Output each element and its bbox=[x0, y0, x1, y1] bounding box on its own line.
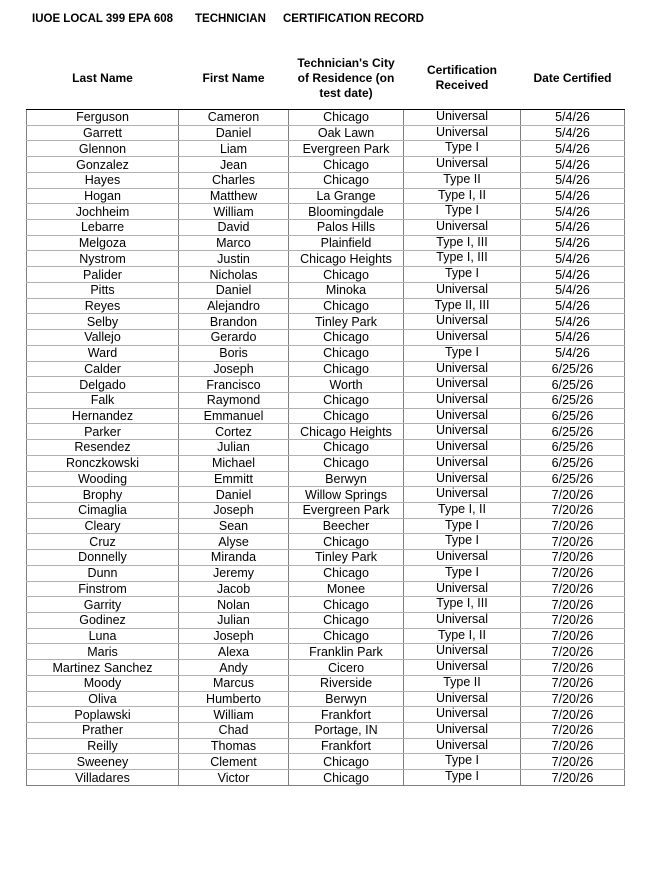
last-name-cell: Cleary bbox=[27, 518, 179, 534]
table-row bbox=[27, 110, 625, 126]
date-certified-cell: 5/4/26 bbox=[521, 141, 625, 157]
first-name-cell: Boris bbox=[179, 345, 289, 361]
last-name-cell: Godinez bbox=[27, 613, 179, 629]
table-row bbox=[27, 298, 625, 314]
certification-cell: Type I bbox=[404, 345, 521, 361]
last-name-cell: Villadares bbox=[27, 770, 179, 786]
date-certified-cell: 7/20/26 bbox=[521, 597, 625, 613]
last-name-cell: Cimaglia bbox=[27, 502, 179, 518]
city-cell: Chicago bbox=[289, 754, 404, 770]
first-name-cell: Joseph bbox=[179, 502, 289, 518]
first-name-cell: Victor bbox=[179, 770, 289, 786]
date-certified-cell: 5/4/26 bbox=[521, 267, 625, 283]
table-row bbox=[27, 172, 625, 188]
city-cell: Chicago bbox=[289, 628, 404, 644]
last-name-cell: Jochheim bbox=[27, 204, 179, 220]
city-cell: Frankfort bbox=[289, 707, 404, 723]
date-certified-cell: 7/20/26 bbox=[521, 723, 625, 739]
last-name-cell: Reilly bbox=[27, 738, 179, 754]
city-cell: Oak Lawn bbox=[289, 125, 404, 141]
first-name-cell: Daniel bbox=[179, 487, 289, 503]
certification-cell: Universal bbox=[404, 408, 521, 424]
first-name-cell: Humberto bbox=[179, 691, 289, 707]
city-cell: Cicero bbox=[289, 660, 404, 676]
certification-cell: Type I bbox=[404, 565, 521, 581]
city-cell: Monee bbox=[289, 581, 404, 597]
last-name-cell: Donnelly bbox=[27, 550, 179, 566]
table-row bbox=[27, 220, 625, 236]
date-certified-cell: 6/25/26 bbox=[521, 392, 625, 408]
date-certified-cell: 7/20/26 bbox=[521, 565, 625, 581]
certification-cell: Type I, III bbox=[404, 251, 521, 267]
city-cell: Chicago bbox=[289, 345, 404, 361]
city-cell: Tinley Park bbox=[289, 550, 404, 566]
date-certified-cell: 7/20/26 bbox=[521, 518, 625, 534]
city-cell: Chicago Heights bbox=[289, 424, 404, 440]
certification-cell: Type I, II bbox=[404, 628, 521, 644]
last-name-cell: Selby bbox=[27, 314, 179, 330]
first-name-cell: Justin bbox=[179, 251, 289, 267]
last-name-cell: Gonzalez bbox=[27, 157, 179, 173]
table-row bbox=[27, 550, 625, 566]
city-cell: Chicago bbox=[289, 361, 404, 377]
last-name-cell: Garrett bbox=[27, 125, 179, 141]
city-cell: Tinley Park bbox=[289, 314, 404, 330]
table-row bbox=[27, 345, 625, 361]
first-name-cell: Brandon bbox=[179, 314, 289, 330]
last-name-cell: Ronczkowski bbox=[27, 455, 179, 471]
date-certified-cell: 7/20/26 bbox=[521, 675, 625, 691]
certification-cell: Type II bbox=[404, 172, 521, 188]
table-row bbox=[27, 424, 625, 440]
table-row bbox=[27, 581, 625, 597]
last-name-cell: Hayes bbox=[27, 172, 179, 188]
city-cell: Portage, IN bbox=[289, 723, 404, 739]
city-cell: Beecher bbox=[289, 518, 404, 534]
city-cell: Berwyn bbox=[289, 691, 404, 707]
first-name-cell: Joseph bbox=[179, 628, 289, 644]
table-row bbox=[27, 440, 625, 456]
last-name-cell: Cruz bbox=[27, 534, 179, 550]
table-row bbox=[27, 502, 625, 518]
certification-cell: Universal bbox=[404, 550, 521, 566]
date-certified-cell: 5/4/26 bbox=[521, 220, 625, 236]
table-header bbox=[27, 52, 625, 110]
city-cell: Minoka bbox=[289, 282, 404, 298]
first-name-cell: David bbox=[179, 220, 289, 236]
date-certified-cell: 7/20/26 bbox=[521, 691, 625, 707]
certification-cell: Type I bbox=[404, 534, 521, 550]
first-name-cell: Chad bbox=[179, 723, 289, 739]
certification-cell: Type I bbox=[404, 141, 521, 157]
first-name-cell: Nicholas bbox=[179, 267, 289, 283]
last-name-cell: Falk bbox=[27, 392, 179, 408]
table-row bbox=[27, 361, 625, 377]
date-certified-cell: 6/25/26 bbox=[521, 424, 625, 440]
certification-cell: Type I, II bbox=[404, 188, 521, 204]
date-certified-cell: 5/4/26 bbox=[521, 157, 625, 173]
city-cell: Chicago bbox=[289, 392, 404, 408]
first-name-cell: Emmanuel bbox=[179, 408, 289, 424]
certification-cell: Universal bbox=[404, 314, 521, 330]
table-row bbox=[27, 267, 625, 283]
certification-cell: Universal bbox=[404, 613, 521, 629]
last-name-cell: Oliva bbox=[27, 691, 179, 707]
last-name-cell: Ferguson bbox=[27, 110, 179, 126]
date-certified-cell: 7/20/26 bbox=[521, 550, 625, 566]
table-row bbox=[27, 754, 625, 770]
city-cell: Evergreen Park bbox=[289, 141, 404, 157]
first-name-cell: Alexa bbox=[179, 644, 289, 660]
city-cell: Chicago bbox=[289, 455, 404, 471]
table-row bbox=[27, 141, 625, 157]
city-cell: Chicago bbox=[289, 408, 404, 424]
first-name-cell: Francisco bbox=[179, 377, 289, 393]
last-name-cell: Palider bbox=[27, 267, 179, 283]
first-name-cell: Miranda bbox=[179, 550, 289, 566]
date-certified-cell: 6/25/26 bbox=[521, 408, 625, 424]
table-row bbox=[27, 235, 625, 251]
last-name-cell: Hernandez bbox=[27, 408, 179, 424]
city-cell: Chicago bbox=[289, 565, 404, 581]
first-name-cell: Julian bbox=[179, 613, 289, 629]
certification-cell: Type I, II bbox=[404, 502, 521, 518]
document-header bbox=[32, 13, 424, 29]
city-cell: Chicago bbox=[289, 597, 404, 613]
table-row bbox=[27, 330, 625, 346]
date-certified-cell: 7/20/26 bbox=[521, 770, 625, 786]
table-row bbox=[27, 204, 625, 220]
last-name-cell: Garrity bbox=[27, 597, 179, 613]
date-certified-cell: 7/20/26 bbox=[521, 628, 625, 644]
certification-cell: Type I, III bbox=[404, 235, 521, 251]
first-name-cell: Joseph bbox=[179, 361, 289, 377]
table-row bbox=[27, 314, 625, 330]
certification-cell: Universal bbox=[404, 392, 521, 408]
certification-cell: Universal bbox=[404, 377, 521, 393]
table-row bbox=[27, 597, 625, 613]
certification-cell: Type I bbox=[404, 754, 521, 770]
col-first-name: First Name bbox=[202, 70, 265, 85]
table-row bbox=[27, 628, 625, 644]
first-name-cell: Alejandro bbox=[179, 298, 289, 314]
city-cell: Frankfort bbox=[289, 738, 404, 754]
first-name-cell: Julian bbox=[179, 440, 289, 456]
city-cell: Franklin Park bbox=[289, 644, 404, 660]
table-row bbox=[27, 723, 625, 739]
first-name-cell: Matthew bbox=[179, 188, 289, 204]
last-name-cell: Ward bbox=[27, 345, 179, 361]
date-certified-cell: 6/25/26 bbox=[521, 440, 625, 456]
certification-cell: Universal bbox=[404, 471, 521, 487]
certification-cell: Universal bbox=[404, 738, 521, 754]
date-certified-cell: 5/4/26 bbox=[521, 330, 625, 346]
last-name-cell: Vallejo bbox=[27, 330, 179, 346]
first-name-cell: Clement bbox=[179, 754, 289, 770]
date-certified-cell: 7/20/26 bbox=[521, 644, 625, 660]
table-row bbox=[27, 392, 625, 408]
certification-cell: Universal bbox=[404, 455, 521, 471]
col-city: Technician's City of Residence (on test date) bbox=[297, 55, 395, 100]
last-name-cell: Martinez Sanchez bbox=[27, 660, 179, 676]
certification-cell: Universal bbox=[404, 125, 521, 141]
table-row bbox=[27, 707, 625, 723]
first-name-cell: William bbox=[179, 707, 289, 723]
table-row bbox=[27, 691, 625, 707]
first-name-cell: Emmitt bbox=[179, 471, 289, 487]
table-row bbox=[27, 487, 625, 503]
last-name-cell: Prather bbox=[27, 723, 179, 739]
first-name-cell: Andy bbox=[179, 660, 289, 676]
city-cell: Willow Springs bbox=[289, 487, 404, 503]
last-name-cell: Delgado bbox=[27, 377, 179, 393]
last-name-cell: Nystrom bbox=[27, 251, 179, 267]
certification-table bbox=[26, 52, 625, 786]
date-certified-cell: 7/20/26 bbox=[521, 502, 625, 518]
first-name-cell: Gerardo bbox=[179, 330, 289, 346]
date-certified-cell: 7/20/26 bbox=[521, 738, 625, 754]
city-cell: Chicago bbox=[289, 534, 404, 550]
city-cell: Chicago bbox=[289, 157, 404, 173]
first-name-cell: Nolan bbox=[179, 597, 289, 613]
date-certified-cell: 5/4/26 bbox=[521, 204, 625, 220]
first-name-cell: Alyse bbox=[179, 534, 289, 550]
table-row bbox=[27, 188, 625, 204]
date-certified-cell: 7/20/26 bbox=[521, 487, 625, 503]
date-certified-cell: 5/4/26 bbox=[521, 125, 625, 141]
first-name-cell: Daniel bbox=[179, 125, 289, 141]
header-org: IUOE LOCAL 399 EPA 608 bbox=[32, 13, 174, 25]
last-name-cell: Luna bbox=[27, 628, 179, 644]
date-certified-cell: 7/20/26 bbox=[521, 534, 625, 550]
last-name-cell: Maris bbox=[27, 644, 179, 660]
certification-cell: Universal bbox=[404, 282, 521, 298]
last-name-cell: Hogan bbox=[27, 188, 179, 204]
certification-cell: Universal bbox=[404, 220, 521, 236]
date-certified-cell: 5/4/26 bbox=[521, 251, 625, 267]
table-row bbox=[27, 534, 625, 550]
city-cell: Worth bbox=[289, 377, 404, 393]
first-name-cell: Charles bbox=[179, 172, 289, 188]
table-row bbox=[27, 770, 625, 786]
city-cell: Chicago bbox=[289, 770, 404, 786]
certification-cell: Universal bbox=[404, 487, 521, 503]
date-certified-cell: 7/20/26 bbox=[521, 581, 625, 597]
city-cell: Riverside bbox=[289, 675, 404, 691]
certification-cell: Universal bbox=[404, 424, 521, 440]
date-certified-cell: 7/20/26 bbox=[521, 754, 625, 770]
table-row bbox=[27, 471, 625, 487]
last-name-cell: Calder bbox=[27, 361, 179, 377]
certification-cell: Universal bbox=[404, 660, 521, 676]
city-cell: Chicago bbox=[289, 613, 404, 629]
certification-cell: Universal bbox=[404, 440, 521, 456]
certification-cell: Type I bbox=[404, 770, 521, 786]
certification-cell: Type I bbox=[404, 204, 521, 220]
certification-cell: Type I, III bbox=[404, 597, 521, 613]
date-certified-cell: 6/25/26 bbox=[521, 455, 625, 471]
city-cell: Chicago bbox=[289, 330, 404, 346]
last-name-cell: Reyes bbox=[27, 298, 179, 314]
date-certified-cell: 5/4/26 bbox=[521, 172, 625, 188]
table-row bbox=[27, 125, 625, 141]
col-certification: Certification Received bbox=[426, 63, 497, 92]
first-name-cell: Marcus bbox=[179, 675, 289, 691]
table-row bbox=[27, 157, 625, 173]
last-name-cell: Poplawski bbox=[27, 707, 179, 723]
date-certified-cell: 5/4/26 bbox=[521, 188, 625, 204]
last-name-cell: Moody bbox=[27, 675, 179, 691]
city-cell: Chicago Heights bbox=[289, 251, 404, 267]
first-name-cell: Jacob bbox=[179, 581, 289, 597]
certification-cell: Type I bbox=[404, 518, 521, 534]
table-body bbox=[27, 110, 625, 786]
table-row bbox=[27, 377, 625, 393]
last-name-cell: Melgoza bbox=[27, 235, 179, 251]
date-certified-cell: 5/4/26 bbox=[521, 235, 625, 251]
last-name-cell: Lebarre bbox=[27, 220, 179, 236]
date-certified-cell: 5/4/26 bbox=[521, 298, 625, 314]
first-name-cell: Thomas bbox=[179, 738, 289, 754]
table-row bbox=[27, 644, 625, 660]
certification-cell: Universal bbox=[404, 723, 521, 739]
table-row bbox=[27, 738, 625, 754]
date-certified-cell: 5/4/26 bbox=[521, 345, 625, 361]
table-row bbox=[27, 455, 625, 471]
certification-cell: Universal bbox=[404, 330, 521, 346]
first-name-cell: Cortez bbox=[179, 424, 289, 440]
city-cell: Chicago bbox=[289, 172, 404, 188]
first-name-cell: Raymond bbox=[179, 392, 289, 408]
date-certified-cell: 7/20/26 bbox=[521, 707, 625, 723]
first-name-cell: Daniel bbox=[179, 282, 289, 298]
table-row bbox=[27, 282, 625, 298]
last-name-cell: Finstrom bbox=[27, 581, 179, 597]
first-name-cell: Marco bbox=[179, 235, 289, 251]
certification-cell: Universal bbox=[404, 644, 521, 660]
city-cell: Chicago bbox=[289, 267, 404, 283]
certification-cell: Universal bbox=[404, 691, 521, 707]
city-cell: Berwyn bbox=[289, 471, 404, 487]
table-row bbox=[27, 565, 625, 581]
first-name-cell: Cameron bbox=[179, 110, 289, 126]
city-cell: Palos Hills bbox=[289, 220, 404, 236]
last-name-cell: Wooding bbox=[27, 471, 179, 487]
city-cell: Evergreen Park bbox=[289, 502, 404, 518]
last-name-cell: Pitts bbox=[27, 282, 179, 298]
date-certified-cell: 6/25/26 bbox=[521, 377, 625, 393]
date-certified-cell: 6/25/26 bbox=[521, 361, 625, 377]
table-row bbox=[27, 675, 625, 691]
col-date-certified: Date Certified bbox=[533, 70, 612, 85]
last-name-cell: Dunn bbox=[27, 565, 179, 581]
certification-cell: Universal bbox=[404, 581, 521, 597]
date-certified-cell: 7/20/26 bbox=[521, 660, 625, 676]
city-cell: Plainfield bbox=[289, 235, 404, 251]
city-cell: Chicago bbox=[289, 440, 404, 456]
certification-cell: Universal bbox=[404, 707, 521, 723]
last-name-cell: Brophy bbox=[27, 487, 179, 503]
city-cell: Chicago bbox=[289, 110, 404, 126]
first-name-cell: William bbox=[179, 204, 289, 220]
city-cell: La Grange bbox=[289, 188, 404, 204]
first-name-cell: Jeremy bbox=[179, 565, 289, 581]
date-certified-cell: 5/4/26 bbox=[521, 314, 625, 330]
table-row bbox=[27, 518, 625, 534]
certification-cell: Universal bbox=[404, 361, 521, 377]
col-last-name: Last Name bbox=[72, 70, 133, 85]
first-name-cell: Michael bbox=[179, 455, 289, 471]
last-name-cell: Sweeney bbox=[27, 754, 179, 770]
table-row bbox=[27, 251, 625, 267]
certification-cell: Type I bbox=[404, 267, 521, 283]
first-name-cell: Jean bbox=[179, 157, 289, 173]
date-certified-cell: 5/4/26 bbox=[521, 110, 625, 126]
table-row bbox=[27, 660, 625, 676]
table-row bbox=[27, 613, 625, 629]
header-record: CERTIFICATION RECORD bbox=[283, 13, 424, 25]
first-name-cell: Sean bbox=[179, 518, 289, 534]
last-name-cell: Glennon bbox=[27, 141, 179, 157]
header-technician: TECHNICIAN bbox=[195, 13, 266, 25]
table-row bbox=[27, 408, 625, 424]
last-name-cell: Resendez bbox=[27, 440, 179, 456]
city-cell: Chicago bbox=[289, 298, 404, 314]
date-certified-cell: 7/20/26 bbox=[521, 613, 625, 629]
date-certified-cell: 5/4/26 bbox=[521, 282, 625, 298]
date-certified-cell: 6/25/26 bbox=[521, 471, 625, 487]
certification-cell: Universal bbox=[404, 157, 521, 173]
last-name-cell: Parker bbox=[27, 424, 179, 440]
certification-cell: Universal bbox=[404, 110, 521, 126]
certification-cell: Type II bbox=[404, 675, 521, 691]
city-cell: Bloomingdale bbox=[289, 204, 404, 220]
certification-cell: Type II, III bbox=[404, 298, 521, 314]
first-name-cell: Liam bbox=[179, 141, 289, 157]
